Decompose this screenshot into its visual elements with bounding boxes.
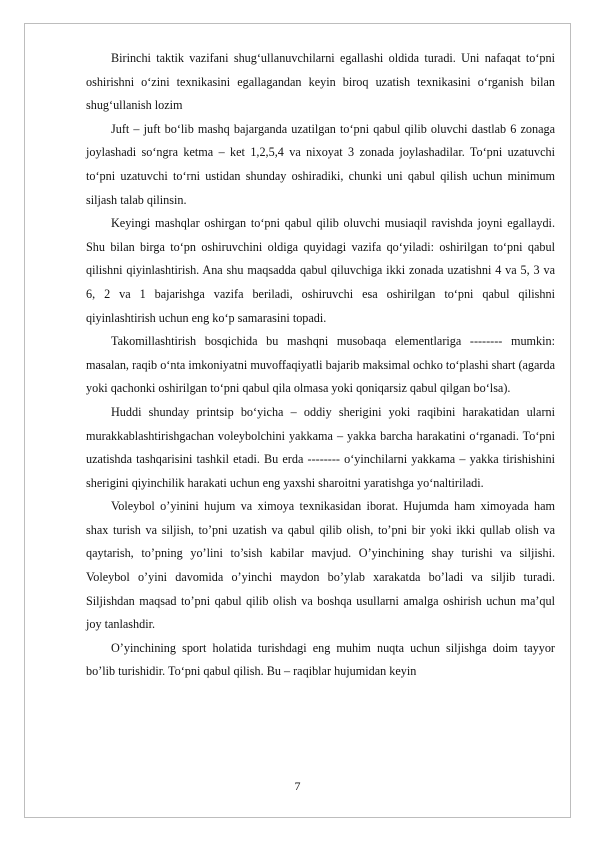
paragraph: Birinchi taktik vazifani shug‘ullanuvchilarni egallashi oldida turadi. Uni nafaqat to‘pni oshirishni o‘zini texnikasini egallagandan keyin biroq uzatish texnikasini o‘rganish bilan shug‘ullanish lozim [86,51,555,113]
paragraph: Juft – juft bo‘lib mashq bajarganda uzatilgan to‘pni qabul qilib oluvchi dastlab 6 zonaga joylashadi so‘ngra ketma – ket 1,2,5,4 va nixoyat 3 zonada joylashadilar. To‘pni uzatuvchi to‘pni uzatuvchi to‘rni ustidan shunday oshiradiki, chunki uni qabul qilish uchun minimum siljash talab qilinsin. [86,121,555,207]
paragraph: Voleybol o’yinini hujum va ximoya texnikasidan iborat. Hujumda ham ximoyada ham shax turish va siljish, to’pni uzatish va qabul qilib olish, to’pni bir yoki ikki qullab olish va qaytarish, to’pning yo’lini to’sish kabilar mavjud. O’yinchining shay turishi va siljishi. Voleybol o’yini davomida o’yinchi maydon bo’ylab xarakatda bo’ladi va siljib turadi. Siljishdan maqsad to’pni qabul qilib olish va boshqa usullarni amalga oshirish uchun ma’qul joy tanlashdir. [86,499,555,632]
paragraph: Takomillashtirish bosqichida bu mashqni musobaqa elementlariga -------- mumkin: masalan, raqib o‘nta imkoniyatni muvoffaqiyatli bajarib maksimal ochko to‘plashi shart (agarda yoki qachonki oshirilgan to‘pni qabul qila olmasa yoki qoniqarsiz qabul qilgan bo‘lsa). [86,334,555,396]
page-number: 7 [294,779,301,793]
paragraph: Keyingi mashqlar oshirgan to‘pni qabul qilib oluvchi musiaqil ravishda joyni egallaydi. Shu bilan birga to‘pn oshiruvchini oldiga quyidagi vazifa qo‘yiladi: oshirilgan to‘pni qabul qilishni qiyinlashtirish. Ana shu maqsadda qabul qiluvchiga ikki zonada uzatishni 4 va 5, 3 va 6, 2 va 1 bajarishga vazifa beriladi, oshiruvchi esa oshirilgan to‘pni qabul qilishni qiyinlashtirish uchun eng ko‘p samarasini topadi. [86,216,555,325]
paragraph: O’yinchining sport holatida turishdagi eng muhim nuqta uchun siljishga doim tayyor bo’lib turishidir. To‘pni qabul qilish. Bu – raqiblar hujumidan keyin [86,640,555,679]
paragraph: Huddi shunday printsip bo‘yicha – oddiy sherigini yoki raqibini harakatidan ularni murakkablashtirishgachan voleybolchini yakkama – yakka barcha harakatini o‘rganadi. To‘pni uzatishda tashqarisini tashkil etadi. Bu erda -------- o‘yinchilarni yakkama – yakka tirishishini sherigini qiyinchilik harakati uchun eng yaxshi sharoitni yaratishga yo‘naltiriladi. [86,404,555,490]
document-body [86,47,555,684]
